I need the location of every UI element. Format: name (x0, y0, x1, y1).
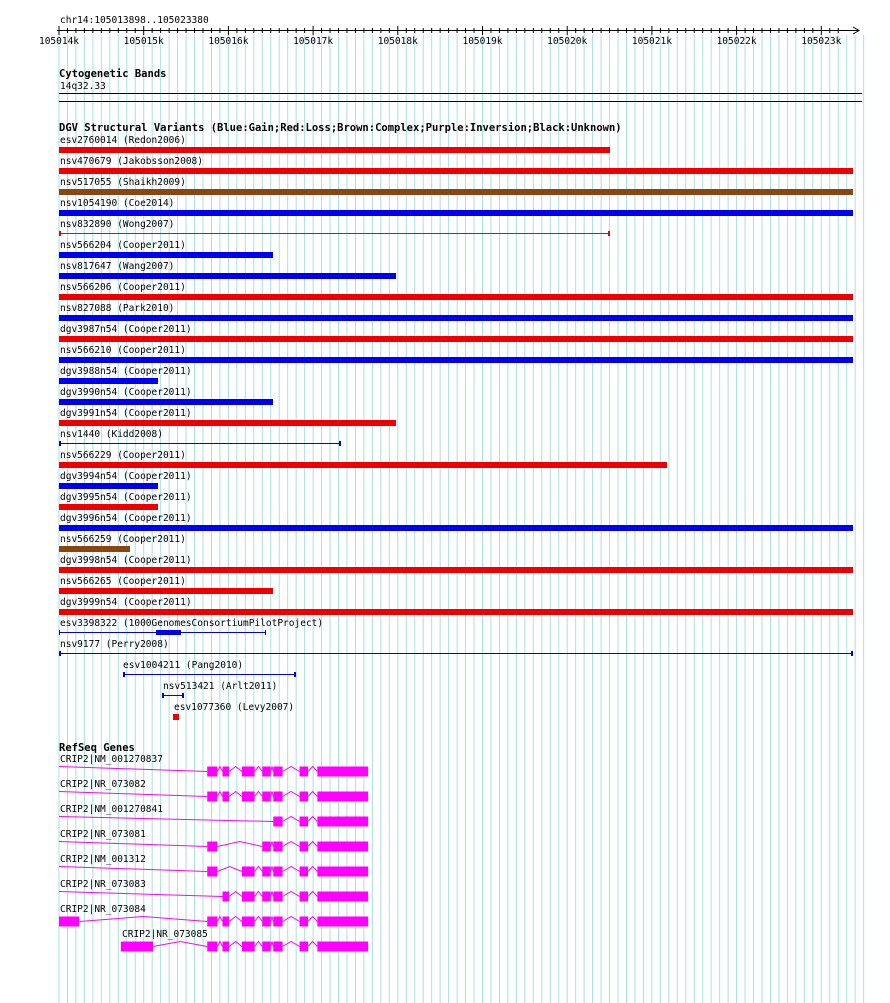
refseq-intron (59, 767, 207, 772)
refseq-intron (217, 792, 222, 797)
refseq-intron (59, 842, 207, 847)
ruler-tick-label: 105019k (462, 36, 503, 47)
dgv-variant-label: dgv3988n54 (Cooper2011) (60, 366, 192, 377)
refseq-exon[interactable] (273, 842, 282, 852)
refseq-exon[interactable] (262, 792, 270, 802)
refseq-exon[interactable] (273, 817, 282, 827)
refseq-exon[interactable] (222, 892, 229, 902)
dgv-variant-label: dgv3990n54 (Cooper2011) (60, 387, 192, 398)
refseq-gene-model[interactable] (59, 892, 368, 902)
dgv-variant-label: dgv3994n54 (Cooper2011) (60, 471, 192, 482)
refseq-gene-label[interactable]: CRIP2|NR_073084 (60, 904, 146, 915)
dgv-variant-label: dgv3991n54 (Cooper2011) (60, 408, 192, 419)
refseq-intron (217, 867, 242, 872)
refseq-exon[interactable] (59, 917, 79, 927)
refseq-intron (308, 792, 317, 797)
refseq-gene-model[interactable] (121, 942, 368, 952)
refseq-exon[interactable] (242, 767, 255, 777)
cytoband-track-title: Cytogenetic Bands (59, 68, 167, 80)
refseq-exon[interactable] (300, 942, 308, 952)
refseq-exon[interactable] (207, 942, 217, 952)
refseq-gene-label[interactable]: CRIP2|NR_073082 (60, 779, 146, 790)
dgv-variant-label: dgv3998n54 (Cooper2011) (60, 555, 192, 566)
refseq-intron (308, 817, 317, 822)
ruler-tick-label: 105023k (801, 36, 842, 47)
refseq-gene-label[interactable]: CRIP2|NR_073083 (60, 879, 146, 890)
dgv-variant-label: nsv566265 (Cooper2011) (60, 576, 186, 587)
refseq-gene-label[interactable]: CRIP2|NM_001270841 (60, 804, 163, 815)
refseq-gene-model[interactable] (59, 917, 368, 927)
refseq-intron (283, 942, 300, 947)
dgv-variant-label: nsv517055 (Shaikh2009) (60, 177, 186, 188)
dgv-variant-label: esv3398322 (1000GenomesConsortiumPilotProject) (60, 618, 324, 629)
refseq-intron (255, 792, 263, 797)
refseq-intron (59, 792, 207, 797)
refseq-intron (283, 817, 300, 822)
refseq-exon[interactable] (300, 892, 308, 902)
refseq-intron (308, 892, 317, 897)
refseq-track-title: RefSeq Genes (59, 742, 135, 754)
dgv-variant-label: dgv3999n54 (Cooper2011) (60, 597, 192, 608)
refseq-exon[interactable] (317, 867, 368, 877)
ruler-tick-label: 105017k (293, 36, 334, 47)
refseq-gene-model[interactable] (59, 867, 368, 877)
ruler-tick-label: 105015k (123, 36, 164, 47)
dgv-variant-label: nsv832890 (Wong2007) (60, 219, 175, 230)
dgv-variant-label: dgv3996n54 (Cooper2011) (60, 513, 192, 524)
refseq-gene-model[interactable] (59, 817, 368, 827)
refseq-gene-label[interactable]: CRIP2|NR_073081 (60, 829, 146, 840)
refseq-exon[interactable] (262, 917, 270, 927)
dgv-variant-label: nsv470679 (Jakobsson2008) (60, 156, 203, 167)
refseq-exon[interactable] (207, 917, 217, 927)
ruler-tick-label: 105021k (631, 36, 672, 47)
refseq-intron (271, 867, 274, 872)
refseq-exon[interactable] (273, 942, 282, 952)
refseq-exon[interactable] (207, 867, 217, 877)
refseq-exon[interactable] (222, 917, 229, 927)
refseq-intron (59, 817, 273, 822)
region-label: chr14:105013898..105023380 (60, 15, 209, 26)
refseq-exon[interactable] (222, 792, 229, 802)
refseq-exon[interactable] (300, 867, 308, 877)
refseq-exon[interactable] (207, 842, 217, 852)
refseq-intron (308, 842, 317, 847)
refseq-intron (271, 842, 274, 847)
refseq-exon[interactable] (242, 792, 255, 802)
refseq-intron (217, 842, 262, 847)
refseq-intron (229, 892, 242, 897)
dgv-variant-label: nsv817647 (Wang2007) (60, 261, 175, 272)
refseq-exon[interactable] (300, 917, 308, 927)
ruler-tick-label: 105020k (547, 36, 588, 47)
refseq-intron (308, 917, 317, 922)
refseq-exon[interactable] (262, 767, 270, 777)
refseq-intron (308, 942, 317, 947)
refseq-intron (217, 917, 222, 922)
refseq-exon[interactable] (262, 942, 270, 952)
refseq-exon[interactable] (273, 767, 282, 777)
refseq-exon[interactable] (317, 842, 368, 852)
refseq-intron (229, 792, 242, 797)
refseq-exon[interactable] (242, 942, 255, 952)
refseq-exon[interactable] (262, 867, 270, 877)
refseq-intron (308, 867, 317, 872)
cytoband-label: 14q32.33 (60, 81, 106, 92)
refseq-exon[interactable] (222, 942, 229, 952)
refseq-intron (283, 917, 300, 922)
refseq-exon[interactable] (317, 792, 368, 802)
refseq-gene-label[interactable]: CRIP2|NM_001312 (60, 854, 146, 865)
refseq-intron (255, 867, 263, 872)
refseq-gene-model[interactable] (59, 767, 368, 777)
refseq-intron (308, 767, 317, 772)
refseq-exon[interactable] (242, 917, 255, 927)
refseq-exon[interactable] (300, 767, 308, 777)
refseq-intron (153, 942, 207, 947)
ruler-tick-label: 105016k (208, 36, 249, 47)
refseq-exon[interactable] (317, 767, 368, 777)
refseq-exon[interactable] (222, 767, 229, 777)
refseq-intron (283, 892, 300, 897)
refseq-exon[interactable] (317, 917, 368, 927)
refseq-exon[interactable] (273, 917, 282, 927)
dgv-variant-label: dgv3987n54 (Cooper2011) (60, 324, 192, 335)
dgv-variant-label: esv2760014 (Redon2006) (60, 135, 186, 146)
dgv-variant-label: nsv513421 (Arlt2011) (163, 681, 278, 692)
refseq-intron (283, 767, 300, 772)
refseq-exon[interactable] (317, 817, 368, 827)
refseq-exon[interactable] (300, 792, 308, 802)
refseq-intron (255, 892, 263, 897)
dgv-variant-label: esv1077360 (Levy2007) (174, 702, 295, 713)
refseq-exon[interactable] (262, 842, 270, 852)
refseq-intron (283, 792, 300, 797)
refseq-intron (283, 867, 300, 872)
refseq-gene-label[interactable]: CRIP2|NM_001270837 (60, 754, 163, 765)
refseq-gene-model[interactable] (59, 792, 368, 802)
refseq-intron (59, 892, 222, 897)
refseq-gene-label[interactable]: CRIP2|NR_073085 (122, 929, 208, 940)
refseq-exon[interactable] (121, 942, 153, 952)
refseq-intron (271, 792, 274, 797)
refseq-exon[interactable] (262, 892, 270, 902)
ruler-tick-label: 105022k (716, 36, 757, 47)
refseq-gene-model[interactable] (59, 842, 368, 852)
refseq-exon[interactable] (273, 792, 282, 802)
refseq-intron (255, 942, 263, 947)
refseq-intron (271, 767, 274, 772)
refseq-exon[interactable] (300, 817, 308, 827)
dgv-variant-label: nsv1440 (Kidd2008) (60, 429, 163, 440)
refseq-exon[interactable] (300, 842, 308, 852)
refseq-intron (229, 917, 242, 922)
dgv-variant-label: nsv1054190 (Coe2014) (60, 198, 175, 209)
ruler-tick-label: 105014k (38, 36, 80, 47)
refseq-exon[interactable] (207, 792, 217, 802)
refseq-exon[interactable] (273, 892, 282, 902)
dgv-variant-label: nsv827088 (Park2010) (60, 303, 175, 314)
refseq-intron (283, 842, 300, 847)
dgv-variant-label: nsv566204 (Cooper2011) (60, 240, 186, 251)
refseq-exon[interactable] (242, 867, 255, 877)
ruler-tick-label: 105018k (377, 36, 418, 47)
refseq-exon[interactable] (317, 892, 368, 902)
dgv-variant-label: nsv566259 (Cooper2011) (60, 534, 186, 545)
dgv-variant-label: esv1004211 (Pang2010) (123, 660, 244, 671)
dgv-variant-label: dgv3995n54 (Cooper2011) (60, 492, 192, 503)
refseq-intron (59, 867, 207, 872)
refseq-intron (271, 942, 274, 947)
refseq-intron (255, 917, 263, 922)
refseq-exon[interactable] (273, 867, 282, 877)
refseq-intron (271, 892, 274, 897)
refseq-intron (255, 767, 263, 772)
refseq-intron (271, 917, 274, 922)
dgv-track-title: DGV Structural Variants (Blue:Gain;Red:Loss;Brown:Complex;Purple:Inversion;Black:Unknown) (59, 122, 622, 134)
refseq-intron (229, 942, 242, 947)
refseq-intron (217, 942, 222, 947)
refseq-exon[interactable] (242, 892, 255, 902)
refseq-intron (229, 767, 242, 772)
dgv-variant-label: nsv9177 (Perry2008) (60, 639, 169, 650)
dgv-variant-label: nsv566210 (Cooper2011) (60, 345, 186, 356)
refseq-intron (217, 767, 222, 772)
refseq-exon[interactable] (317, 942, 368, 952)
refseq-exon[interactable] (207, 767, 217, 777)
refseq-intron (79, 917, 207, 922)
dgv-variant-label: nsv566206 (Cooper2011) (60, 282, 186, 293)
dgv-variant-label: nsv566229 (Cooper2011) (60, 450, 186, 461)
